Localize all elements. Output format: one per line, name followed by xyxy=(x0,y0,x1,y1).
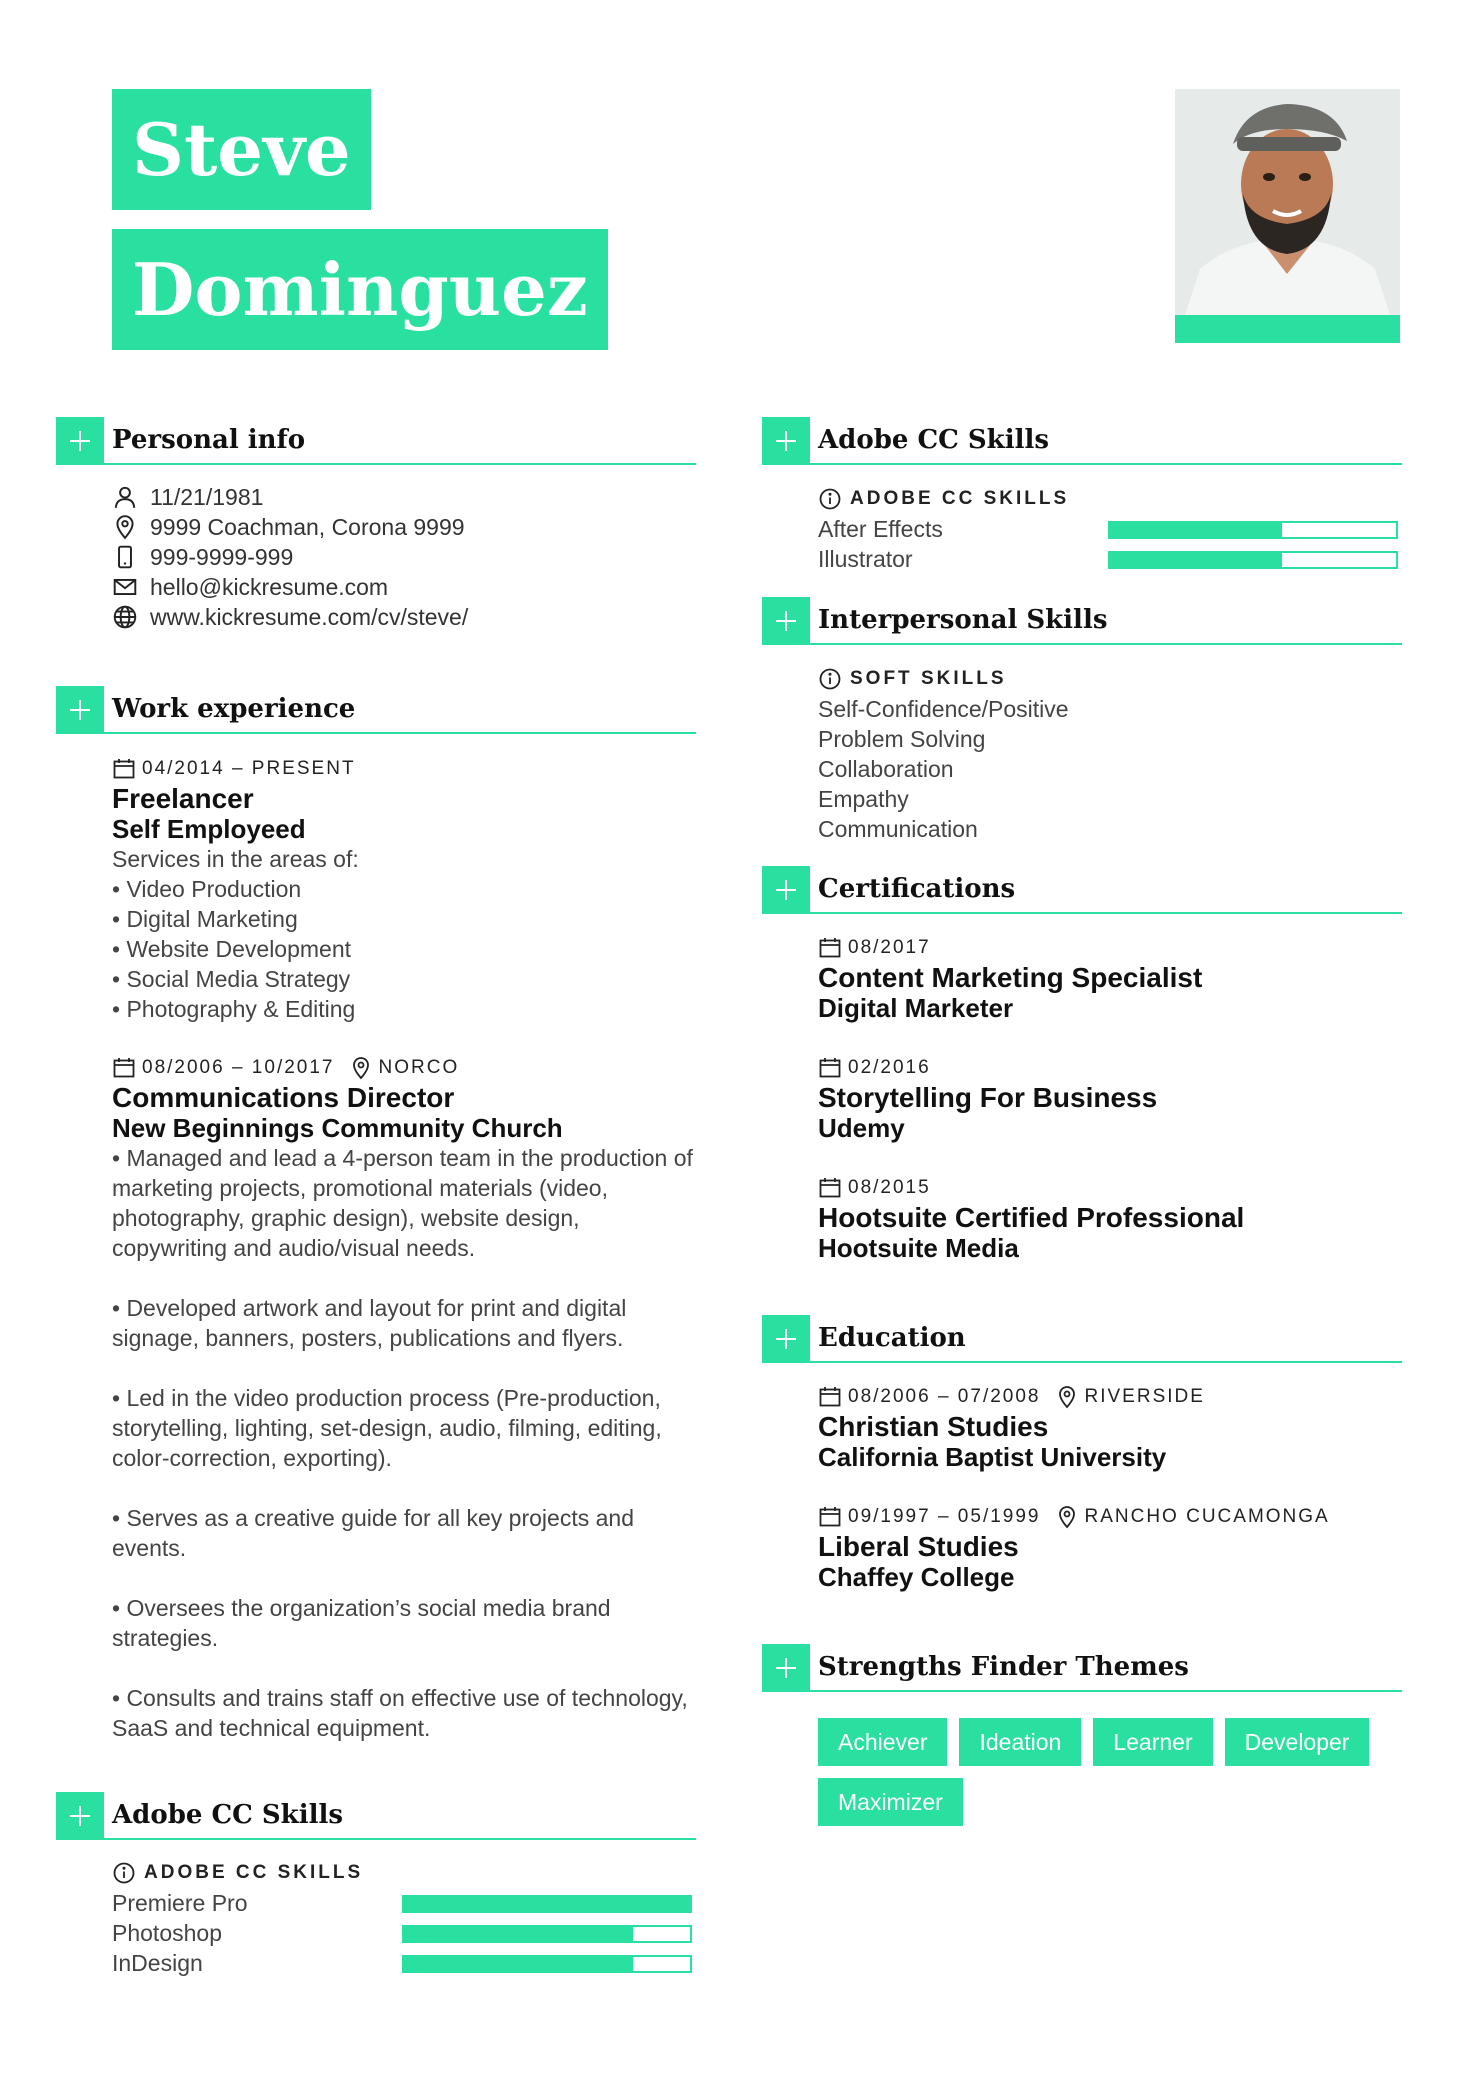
date-range: 04/2014 – PRESENT xyxy=(142,758,356,779)
strength-tag: Learner xyxy=(1093,1718,1212,1766)
adobe-skills-list-left xyxy=(112,1858,696,1978)
globe-icon xyxy=(112,604,138,630)
soft-skill: Empathy xyxy=(818,786,909,812)
soft-skill: Communication xyxy=(818,816,978,842)
job-line: • Website Development xyxy=(112,936,352,962)
section-personal-info xyxy=(56,417,696,465)
section-title: Certifications xyxy=(818,874,1016,904)
location-icon xyxy=(112,514,138,540)
section-divider xyxy=(56,463,696,465)
date-label: 02/2016 xyxy=(848,1057,931,1078)
section-certifications xyxy=(762,866,1402,914)
calendar-icon xyxy=(818,936,842,960)
section-work-experience xyxy=(56,686,696,734)
section-interpersonal-skills xyxy=(762,597,1402,645)
skill-bar xyxy=(1108,521,1398,539)
strength-tag: Maximizer xyxy=(818,1778,963,1826)
soft-skill: Collaboration xyxy=(818,756,954,782)
job-paragraph: • Managed and lead a 4-person team in the production of marketing projects, promotional materials (video, photography, graphic design), website design, copywriting and audio/visual needs. xyxy=(112,1145,693,1261)
cert-name: Hootsuite Certified Professional xyxy=(818,1202,1245,1233)
edu-school: Chaffey College xyxy=(818,1562,1015,1592)
skill-bar xyxy=(402,1925,692,1943)
skill-bar xyxy=(1108,551,1398,569)
skill-name: Premiere Pro xyxy=(112,1890,248,1916)
section-divider xyxy=(762,1690,1402,1692)
section-title: Adobe CC Skills xyxy=(112,1800,343,1830)
date-label: 08/2017 xyxy=(848,937,931,958)
edu-dates xyxy=(818,1502,1402,1532)
plus-icon xyxy=(56,417,104,465)
education-item xyxy=(818,1382,1402,1472)
skill-row xyxy=(112,1888,696,1918)
skill-bar-fill xyxy=(1110,553,1282,567)
section-title: Adobe CC Skills xyxy=(818,425,1049,455)
skills-heading xyxy=(818,664,1402,694)
skills-heading xyxy=(818,484,1402,514)
plus-icon xyxy=(762,1315,810,1363)
first-name: Steve xyxy=(112,89,371,210)
plus-icon xyxy=(762,597,810,645)
skill-bar xyxy=(402,1955,692,1973)
last-name: Dominguez xyxy=(112,229,608,350)
section-divider xyxy=(762,643,1402,645)
skills-heading-label: SOFT SKILLS xyxy=(850,668,1007,689)
skill-row xyxy=(818,544,1402,574)
job-line: • Digital Marketing xyxy=(112,906,298,932)
cert-name: Storytelling For Business xyxy=(818,1082,1158,1113)
address-row xyxy=(112,512,696,542)
birthdate-row xyxy=(112,482,696,512)
cert-issuer: Digital Marketer xyxy=(818,993,1014,1023)
calendar-icon xyxy=(818,1505,842,1529)
section-divider xyxy=(762,912,1402,914)
edu-dates xyxy=(818,1382,1402,1412)
personal-info-list xyxy=(112,482,696,632)
job-company: New Beginnings Community Church xyxy=(112,1113,563,1143)
email-row xyxy=(112,572,696,602)
certification-item xyxy=(818,933,1402,1023)
skills-heading xyxy=(112,1858,696,1888)
cert-issuer: Udemy xyxy=(818,1113,905,1143)
email[interactable]: hello@kickresume.com xyxy=(150,573,389,600)
cert-date xyxy=(818,1053,1402,1083)
skill-row xyxy=(112,1948,696,1978)
date-range: 09/1997 – 05/1999 xyxy=(848,1506,1041,1527)
plus-icon xyxy=(762,1644,810,1692)
job-line: Services in the areas of: xyxy=(112,846,359,872)
strength-tags xyxy=(818,1718,1402,1826)
date-range: 08/2006 – 10/2017 xyxy=(142,1057,335,1078)
job-company: Self Employeed xyxy=(112,814,306,844)
edu-degree: Christian Studies xyxy=(818,1411,1049,1442)
phone: 999-9999-999 xyxy=(150,543,294,570)
job-paragraph: • Led in the video production process (Pre-production, storytelling, lighting, set-design, audio, filming, editing, color-correction, exporting). xyxy=(112,1385,662,1471)
soft-skill: Self-Confidence/Positive xyxy=(818,696,1069,722)
soft-skill: Problem Solving xyxy=(818,726,986,752)
strength-tag: Ideation xyxy=(959,1718,1081,1766)
calendar-icon xyxy=(818,1056,842,1080)
section-title: Personal info xyxy=(112,425,306,455)
skill-name: InDesign xyxy=(112,1950,203,1976)
website[interactable]: www.kickresume.com/cv/steve/ xyxy=(150,603,469,630)
skill-bar-fill xyxy=(1110,523,1282,537)
date-range: 08/2006 – 07/2008 xyxy=(848,1386,1041,1407)
plus-icon xyxy=(762,866,810,914)
calendar-icon xyxy=(818,1176,842,1200)
education-item xyxy=(818,1502,1402,1592)
website-row xyxy=(112,602,696,632)
certification-item xyxy=(818,1173,1402,1263)
job-title: Communications Director xyxy=(112,1082,455,1113)
soft-skills-list xyxy=(818,664,1402,844)
info-icon xyxy=(112,1861,136,1885)
location-icon xyxy=(1055,1385,1079,1409)
job-paragraph: • Serves as a creative guide for all key projects and events. xyxy=(112,1505,634,1561)
phone-icon xyxy=(112,544,138,570)
birthdate: 11/21/1981 xyxy=(150,483,264,510)
skill-bar-fill xyxy=(404,1927,633,1941)
section-title: Work experience xyxy=(112,694,356,724)
skills-heading-label: ADOBE CC SKILLS xyxy=(850,488,1070,509)
job-location: NORCO xyxy=(378,1057,460,1078)
photo-accent-bar xyxy=(1175,315,1400,343)
job-paragraph: • Developed artwork and layout for print and digital signage, banners, posters, publications and flyers. xyxy=(112,1295,627,1351)
cert-date xyxy=(818,1173,1402,1203)
section-adobe-skills-left xyxy=(56,1792,696,1840)
skill-name: Photoshop xyxy=(112,1920,222,1946)
section-title: Strengths Finder Themes xyxy=(818,1652,1189,1682)
adobe-skills-list-right xyxy=(818,484,1402,574)
edu-location: RANCHO CUCAMONGA xyxy=(1084,1506,1330,1527)
email-icon xyxy=(112,574,138,600)
section-divider xyxy=(762,1361,1402,1363)
info-icon xyxy=(818,667,842,691)
section-adobe-skills-right xyxy=(762,417,1402,465)
avatar xyxy=(1175,89,1400,315)
skills-heading-label: ADOBE CC SKILLS xyxy=(144,1862,364,1883)
phone-row xyxy=(112,542,696,572)
section-title: Interpersonal Skills xyxy=(818,605,1108,635)
section-title: Education xyxy=(818,1323,966,1353)
cert-date xyxy=(818,933,1402,963)
job-line: • Photography & Editing xyxy=(112,996,356,1022)
plus-icon xyxy=(762,417,810,465)
cert-issuer: Hootsuite Media xyxy=(818,1233,1019,1263)
location-icon xyxy=(349,1056,373,1080)
profile-photo xyxy=(1175,89,1400,343)
job-paragraph: • Oversees the organization’s social media brand strategies. xyxy=(112,1595,611,1651)
section-divider xyxy=(762,463,1402,465)
job-line: • Video Production xyxy=(112,876,302,902)
certification-item xyxy=(818,1053,1402,1143)
edu-degree: Liberal Studies xyxy=(818,1531,1019,1562)
job-line: • Social Media Strategy xyxy=(112,966,351,992)
edu-location: RIVERSIDE xyxy=(1084,1386,1205,1407)
calendar-icon xyxy=(112,757,136,781)
person-icon xyxy=(112,484,138,510)
cert-name: Content Marketing Specialist xyxy=(818,962,1203,993)
skill-row xyxy=(112,1918,696,1948)
calendar-icon xyxy=(818,1385,842,1409)
job-title: Freelancer xyxy=(112,783,254,814)
skill-row xyxy=(818,514,1402,544)
calendar-icon xyxy=(112,1056,136,1080)
job-freelancer xyxy=(112,754,696,1024)
strength-tag: Achiever xyxy=(818,1718,947,1766)
skill-bar-fill xyxy=(404,1897,690,1911)
section-divider xyxy=(56,732,696,734)
plus-icon xyxy=(56,686,104,734)
section-education xyxy=(762,1315,1402,1363)
job-dates xyxy=(112,754,696,784)
skill-name: After Effects xyxy=(818,516,943,542)
job-paragraph: • Consults and trains staff on effective use of technology, SaaS and technical equipment. xyxy=(112,1685,688,1741)
job-dates xyxy=(112,1053,696,1083)
strength-tag: Developer xyxy=(1225,1718,1370,1766)
skill-bar-fill xyxy=(404,1957,633,1971)
location-icon xyxy=(1055,1505,1079,1529)
edu-school: California Baptist University xyxy=(818,1442,1167,1472)
job-communications-director xyxy=(112,1053,696,1743)
skill-bar xyxy=(402,1895,692,1913)
address: 9999 Coachman, Corona 9999 xyxy=(150,513,465,540)
date-label: 08/2015 xyxy=(848,1177,931,1198)
info-icon xyxy=(818,487,842,511)
section-divider xyxy=(56,1838,696,1840)
section-strengths xyxy=(762,1644,1402,1692)
plus-icon xyxy=(56,1792,104,1840)
skill-name: Illustrator xyxy=(818,546,913,572)
